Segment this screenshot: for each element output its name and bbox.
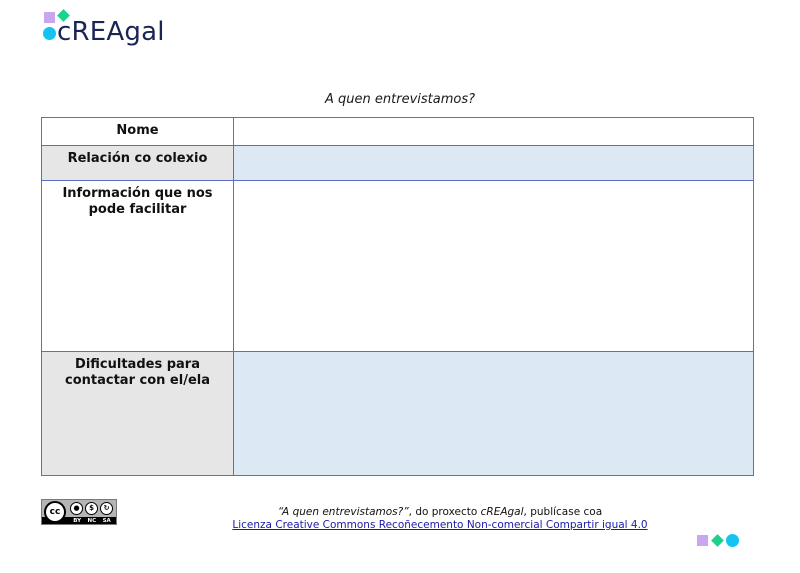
table-row bbox=[42, 146, 754, 181]
license-work-title: “A quen entrevistamos?” bbox=[277, 506, 409, 518]
license-project: cREAgal bbox=[480, 506, 524, 518]
field-label-name: Nome bbox=[42, 118, 234, 146]
field-value-name[interactable] bbox=[234, 118, 754, 146]
license-end: , publícase coa bbox=[523, 506, 603, 518]
field-value-relation[interactable] bbox=[234, 146, 754, 181]
license-link[interactable]: Licenza Creative Commons Recoñecemento Non-comercial Compartir igual 4.0 bbox=[232, 519, 648, 531]
by-icon: ● bbox=[70, 502, 83, 515]
field-value-difficulties[interactable] bbox=[234, 352, 754, 476]
footer-decoration bbox=[697, 534, 743, 548]
nc-label: NC bbox=[87, 518, 97, 524]
table-row bbox=[42, 181, 754, 352]
nc-icon: $ bbox=[85, 502, 98, 515]
table-row bbox=[42, 118, 754, 146]
logo-wordmark: cREAgal bbox=[57, 17, 165, 47]
cc-license-badge[interactable] bbox=[41, 499, 117, 525]
field-value-information[interactable] bbox=[234, 181, 754, 352]
license-notice bbox=[200, 506, 680, 532]
sa-icon: ↻ bbox=[100, 502, 113, 515]
cc-badge-labels bbox=[70, 517, 114, 525]
field-label-information: Información que nos pode facilitar bbox=[42, 181, 234, 352]
logo-square-icon bbox=[44, 12, 55, 23]
field-label-relation: Relación co colexio bbox=[42, 146, 234, 181]
dot-icon bbox=[726, 534, 739, 547]
page-title: A quen entrevistamos? bbox=[325, 92, 475, 107]
square-icon bbox=[697, 535, 708, 546]
license-middle: , do proxecto bbox=[408, 506, 481, 518]
sa-label: SA bbox=[102, 518, 111, 524]
by-label: BY bbox=[73, 518, 82, 524]
diamond-icon bbox=[711, 534, 724, 547]
field-label-difficulties: Dificultades para contactar con el/ela bbox=[42, 352, 234, 476]
creagal-logo bbox=[42, 10, 172, 50]
logo-dot-icon bbox=[43, 27, 56, 40]
cc-icon: cc bbox=[44, 501, 66, 523]
interview-form-table bbox=[41, 117, 754, 476]
table-row bbox=[42, 352, 754, 476]
